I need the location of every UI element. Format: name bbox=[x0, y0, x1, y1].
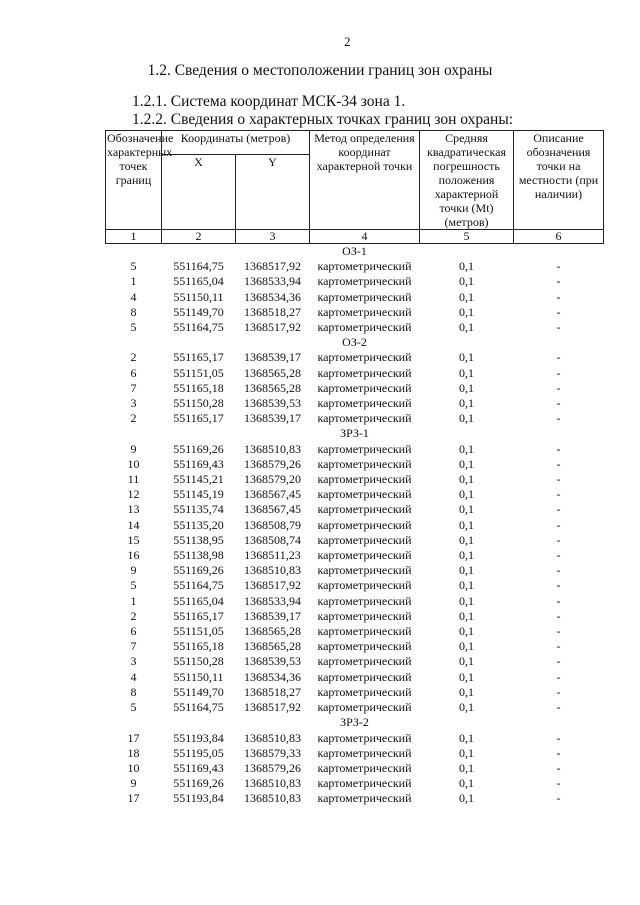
point-number: 4 bbox=[130, 289, 137, 304]
point-number: 5 bbox=[130, 578, 137, 593]
table-row bbox=[106, 442, 604, 457]
method: картометрический bbox=[317, 487, 412, 502]
point-number: 10 bbox=[127, 760, 140, 775]
table-row bbox=[106, 518, 604, 533]
method: картометрический bbox=[317, 456, 412, 471]
error-value: 0,1 bbox=[459, 760, 474, 775]
method: картометрический bbox=[317, 502, 412, 517]
point-number: 16 bbox=[127, 548, 140, 563]
column-number: 3 bbox=[236, 230, 310, 244]
y-coordinate: 1368517,92 bbox=[244, 259, 301, 274]
error-value: 0,1 bbox=[459, 548, 474, 563]
header-y: Y bbox=[236, 155, 310, 230]
description: - bbox=[556, 487, 561, 502]
error-value: 0,1 bbox=[459, 472, 474, 487]
y-coordinate: 1368533,94 bbox=[244, 593, 301, 608]
error-value: 0,1 bbox=[459, 578, 474, 593]
method: картометрический bbox=[317, 289, 412, 304]
description: - bbox=[556, 548, 561, 563]
error-value: 0,1 bbox=[459, 624, 474, 639]
table-row bbox=[106, 502, 604, 517]
method: картометрический bbox=[317, 791, 412, 806]
table-row bbox=[106, 290, 604, 305]
point-number: 6 bbox=[130, 365, 137, 380]
description: - bbox=[556, 624, 561, 639]
error-value: 0,1 bbox=[459, 289, 474, 304]
description: - bbox=[556, 274, 561, 289]
error-value: 0,1 bbox=[459, 456, 474, 471]
table-row bbox=[106, 533, 604, 548]
table-row bbox=[106, 320, 604, 335]
table-row bbox=[106, 259, 604, 274]
header-x: X bbox=[162, 155, 236, 230]
y-coordinate: 1368510,83 bbox=[244, 776, 301, 791]
point-number: 9 bbox=[130, 563, 137, 578]
column-number: 6 bbox=[514, 230, 604, 244]
x-coordinate: 551165,04 bbox=[173, 593, 224, 608]
error-value: 0,1 bbox=[459, 730, 474, 745]
x-coordinate: 551138,95 bbox=[173, 532, 224, 547]
method: картометрический bbox=[317, 517, 412, 532]
method: картометрический bbox=[317, 320, 412, 335]
x-coordinate: 551138,98 bbox=[173, 548, 224, 563]
error-value: 0,1 bbox=[459, 320, 474, 335]
x-coordinate: 551164,75 bbox=[173, 320, 224, 335]
point-number: 7 bbox=[130, 639, 137, 654]
x-coordinate: 551164,75 bbox=[173, 259, 224, 274]
y-coordinate: 1368534,36 bbox=[244, 669, 301, 684]
y-coordinate: 1368534,36 bbox=[244, 289, 301, 304]
boundary-points-table bbox=[105, 130, 604, 807]
method: картометрический bbox=[317, 654, 412, 669]
x-coordinate: 551135,20 bbox=[173, 517, 224, 532]
x-coordinate: 551150,28 bbox=[173, 396, 224, 411]
column-number: 5 bbox=[420, 230, 514, 244]
y-coordinate: 1368510,83 bbox=[244, 563, 301, 578]
error-value: 0,1 bbox=[459, 441, 474, 456]
x-coordinate: 551169,43 bbox=[173, 456, 224, 471]
point-number: 15 bbox=[127, 532, 140, 547]
method: картометрический bbox=[317, 700, 412, 715]
x-coordinate: 551151,05 bbox=[173, 365, 224, 380]
y-coordinate: 1368579,20 bbox=[244, 472, 301, 487]
y-coordinate: 1368565,28 bbox=[244, 639, 301, 654]
description: - bbox=[556, 380, 561, 395]
y-coordinate: 1368510,83 bbox=[244, 791, 301, 806]
method: картометрический bbox=[317, 396, 412, 411]
description: - bbox=[556, 320, 561, 335]
table-row bbox=[106, 776, 604, 791]
y-coordinate: 1368517,92 bbox=[244, 320, 301, 335]
column-number: 2 bbox=[162, 230, 236, 244]
error-value: 0,1 bbox=[459, 684, 474, 699]
x-coordinate: 551151,05 bbox=[173, 624, 224, 639]
description: - bbox=[556, 669, 561, 684]
method: картометрический bbox=[317, 760, 412, 775]
y-coordinate: 1368579,26 bbox=[244, 760, 301, 775]
method: картометрический bbox=[317, 274, 412, 289]
point-number: 5 bbox=[130, 320, 137, 335]
description: - bbox=[556, 639, 561, 654]
x-coordinate: 551169,26 bbox=[173, 563, 224, 578]
description: - bbox=[556, 730, 561, 745]
points-table-body bbox=[106, 244, 604, 807]
table-row bbox=[106, 639, 604, 654]
table-row bbox=[106, 396, 604, 411]
x-coordinate: 551135,74 bbox=[173, 502, 224, 517]
x-coordinate: 551150,28 bbox=[173, 654, 224, 669]
points-info-line: 1.2.2. Сведения о характерных точках границ зон охраны: bbox=[132, 111, 514, 128]
zone-name: ЗРЗ-2 bbox=[340, 715, 369, 730]
point-number: 8 bbox=[130, 304, 137, 319]
zone-header-row bbox=[106, 715, 604, 730]
point-number: 11 bbox=[127, 472, 140, 487]
column-number: 1 bbox=[106, 230, 162, 244]
x-coordinate: 551150,11 bbox=[173, 289, 224, 304]
table-row bbox=[106, 594, 604, 609]
description: - bbox=[556, 517, 561, 532]
y-coordinate: 1368539,17 bbox=[244, 608, 301, 623]
method: картометрический bbox=[317, 608, 412, 623]
table-row bbox=[106, 670, 604, 685]
description: - bbox=[556, 578, 561, 593]
table-row bbox=[106, 563, 604, 578]
point-number: 3 bbox=[130, 654, 137, 669]
description: - bbox=[556, 350, 561, 365]
error-value: 0,1 bbox=[459, 517, 474, 532]
point-number: 4 bbox=[130, 669, 137, 684]
y-coordinate: 1368508,79 bbox=[244, 517, 301, 532]
y-coordinate: 1368579,33 bbox=[244, 745, 301, 760]
y-coordinate: 1368511,23 bbox=[244, 548, 301, 563]
table-row bbox=[106, 609, 604, 624]
table-row bbox=[106, 350, 604, 365]
method: картометрический bbox=[317, 624, 412, 639]
y-coordinate: 1368565,28 bbox=[244, 380, 301, 395]
error-value: 0,1 bbox=[459, 745, 474, 760]
x-coordinate: 551149,70 bbox=[173, 684, 224, 699]
method: картометрический bbox=[317, 350, 412, 365]
table-row bbox=[106, 472, 604, 487]
method: картометрический bbox=[317, 730, 412, 745]
description: - bbox=[556, 700, 561, 715]
point-number: 17 bbox=[127, 791, 140, 806]
table-row bbox=[106, 761, 604, 776]
x-coordinate: 551169,26 bbox=[173, 776, 224, 791]
method: картометрический bbox=[317, 380, 412, 395]
method: картометрический bbox=[317, 472, 412, 487]
method: картометрический bbox=[317, 776, 412, 791]
y-coordinate: 1368539,17 bbox=[244, 350, 301, 365]
x-coordinate: 551165,17 bbox=[173, 411, 224, 426]
description: - bbox=[556, 304, 561, 319]
error-value: 0,1 bbox=[459, 563, 474, 578]
zone-header-row bbox=[106, 244, 604, 260]
description: - bbox=[556, 654, 561, 669]
y-coordinate: 1368539,53 bbox=[244, 654, 301, 669]
zone-header-row bbox=[106, 335, 604, 350]
error-value: 0,1 bbox=[459, 791, 474, 806]
x-coordinate: 551195,05 bbox=[173, 745, 224, 760]
point-number: 8 bbox=[130, 684, 137, 699]
x-coordinate: 551165,17 bbox=[173, 608, 224, 623]
table-row bbox=[106, 381, 604, 396]
error-value: 0,1 bbox=[459, 487, 474, 502]
y-coordinate: 1368518,27 bbox=[244, 304, 301, 319]
description: - bbox=[556, 456, 561, 471]
y-coordinate: 1368510,83 bbox=[244, 730, 301, 745]
point-number: 9 bbox=[130, 776, 137, 791]
description: - bbox=[556, 684, 561, 699]
table-row bbox=[106, 457, 604, 472]
y-coordinate: 1368565,28 bbox=[244, 365, 301, 380]
error-value: 0,1 bbox=[459, 350, 474, 365]
description: - bbox=[556, 502, 561, 517]
x-coordinate: 551165,04 bbox=[173, 274, 224, 289]
y-coordinate: 1368567,45 bbox=[244, 487, 301, 502]
y-coordinate: 1368508,74 bbox=[244, 532, 301, 547]
x-coordinate: 551150,11 bbox=[173, 669, 224, 684]
error-value: 0,1 bbox=[459, 365, 474, 380]
x-coordinate: 551164,75 bbox=[173, 578, 224, 593]
column-number: 4 bbox=[310, 230, 420, 244]
zone-name: ЗРЗ-1 bbox=[340, 426, 369, 441]
zone-name: ОЗ-1 bbox=[342, 244, 367, 258]
y-coordinate: 1368567,45 bbox=[244, 502, 301, 517]
description: - bbox=[556, 365, 561, 380]
method: картометрический bbox=[317, 578, 412, 593]
method: картометрический bbox=[317, 593, 412, 608]
error-value: 0,1 bbox=[459, 380, 474, 395]
table-row bbox=[106, 791, 604, 806]
description: - bbox=[556, 760, 561, 775]
method: картометрический bbox=[317, 563, 412, 578]
method: картометрический bbox=[317, 684, 412, 699]
description: - bbox=[556, 259, 561, 274]
error-value: 0,1 bbox=[459, 304, 474, 319]
point-number: 13 bbox=[127, 502, 140, 517]
method: картометрический bbox=[317, 639, 412, 654]
error-value: 0,1 bbox=[459, 411, 474, 426]
method: картометрический bbox=[317, 304, 412, 319]
description: - bbox=[556, 791, 561, 806]
description: - bbox=[556, 608, 561, 623]
table-row bbox=[106, 578, 604, 593]
table-row bbox=[106, 548, 604, 563]
point-number: 14 bbox=[127, 517, 140, 532]
y-coordinate: 1368517,92 bbox=[244, 700, 301, 715]
table-row bbox=[106, 746, 604, 761]
header-coordinates: Координаты (метров) bbox=[162, 131, 310, 155]
x-coordinate: 551164,75 bbox=[173, 700, 224, 715]
x-coordinate: 551145,19 bbox=[173, 487, 224, 502]
point-number: 2 bbox=[130, 350, 137, 365]
error-value: 0,1 bbox=[459, 502, 474, 517]
error-value: 0,1 bbox=[459, 274, 474, 289]
x-coordinate: 551165,18 bbox=[173, 639, 224, 654]
y-coordinate: 1368539,17 bbox=[244, 411, 301, 426]
point-number: 5 bbox=[130, 700, 137, 715]
error-value: 0,1 bbox=[459, 259, 474, 274]
error-value: 0,1 bbox=[459, 608, 474, 623]
description: - bbox=[556, 745, 561, 760]
table-row bbox=[106, 685, 604, 700]
description: - bbox=[556, 289, 561, 304]
coordinate-system-line: 1.2.1. Система координат МСК-34 зона 1. bbox=[132, 93, 406, 110]
point-number: 10 bbox=[127, 456, 140, 471]
table-row bbox=[106, 305, 604, 320]
x-coordinate: 551149,70 bbox=[173, 304, 224, 319]
method: картометрический bbox=[317, 365, 412, 380]
point-number: 18 bbox=[127, 745, 140, 760]
description: - bbox=[556, 532, 561, 547]
x-coordinate: 551193,84 bbox=[173, 791, 224, 806]
y-coordinate: 1368518,27 bbox=[244, 684, 301, 699]
y-coordinate: 1368539,53 bbox=[244, 396, 301, 411]
header-error: Средняя квадратическая погрешность положения характерной точки (Mt) (метров) bbox=[420, 131, 514, 230]
point-number: 6 bbox=[130, 624, 137, 639]
page-number: 2 bbox=[344, 34, 351, 49]
error-value: 0,1 bbox=[459, 396, 474, 411]
table-row bbox=[106, 366, 604, 381]
description: - bbox=[556, 472, 561, 487]
x-coordinate: 551165,18 bbox=[173, 380, 224, 395]
point-number: 5 bbox=[130, 259, 137, 274]
method: картометрический bbox=[317, 548, 412, 563]
table-row bbox=[106, 700, 604, 715]
error-value: 0,1 bbox=[459, 639, 474, 654]
y-coordinate: 1368565,28 bbox=[244, 624, 301, 639]
y-coordinate: 1368510,83 bbox=[244, 441, 301, 456]
x-coordinate: 551169,43 bbox=[173, 760, 224, 775]
header-method: Метод определения координат характерной точки bbox=[310, 131, 420, 230]
table-row bbox=[106, 487, 604, 502]
point-number: 2 bbox=[130, 411, 137, 426]
method: картометрический bbox=[317, 745, 412, 760]
error-value: 0,1 bbox=[459, 654, 474, 669]
description: - bbox=[556, 563, 561, 578]
description: - bbox=[556, 776, 561, 791]
zone-name: ОЗ-2 bbox=[342, 335, 367, 350]
description: - bbox=[556, 441, 561, 456]
point-number: 1 bbox=[130, 274, 137, 289]
error-value: 0,1 bbox=[459, 593, 474, 608]
y-coordinate: 1368579,26 bbox=[244, 456, 301, 471]
zone-header-row bbox=[106, 426, 604, 441]
point-number: 1 bbox=[130, 593, 137, 608]
description: - bbox=[556, 593, 561, 608]
error-value: 0,1 bbox=[459, 776, 474, 791]
description: - bbox=[556, 396, 561, 411]
method: картометрический bbox=[317, 411, 412, 426]
point-number: 17 bbox=[127, 730, 140, 745]
error-value: 0,1 bbox=[459, 700, 474, 715]
section-heading: 1.2. Сведения о местоположении границ зон охраны bbox=[147, 62, 493, 79]
table-row bbox=[106, 654, 604, 669]
x-coordinate: 551169,26 bbox=[173, 441, 224, 456]
point-number: 3 bbox=[130, 396, 137, 411]
table-row bbox=[106, 624, 604, 639]
point-number: 9 bbox=[130, 441, 137, 456]
header-point-designation: Обозначение характерных точек границ bbox=[106, 131, 162, 230]
y-coordinate: 1368533,94 bbox=[244, 274, 301, 289]
table-row bbox=[106, 731, 604, 746]
point-number: 7 bbox=[130, 380, 137, 395]
header-description: Описание обозначения точки на местности (при наличии) bbox=[514, 131, 604, 230]
y-coordinate: 1368517,92 bbox=[244, 578, 301, 593]
point-number: 2 bbox=[130, 608, 137, 623]
table-row bbox=[106, 274, 604, 289]
description: - bbox=[556, 411, 561, 426]
x-coordinate: 551145,21 bbox=[173, 472, 224, 487]
error-value: 0,1 bbox=[459, 669, 474, 684]
method: картометрический bbox=[317, 441, 412, 456]
method: картометрический bbox=[317, 532, 412, 547]
table-row bbox=[106, 411, 604, 426]
x-coordinate: 551165,17 bbox=[173, 350, 224, 365]
method: картометрический bbox=[317, 259, 412, 274]
method: картометрический bbox=[317, 669, 412, 684]
point-number: 12 bbox=[127, 487, 140, 502]
x-coordinate: 551193,84 bbox=[173, 730, 224, 745]
error-value: 0,1 bbox=[459, 532, 474, 547]
